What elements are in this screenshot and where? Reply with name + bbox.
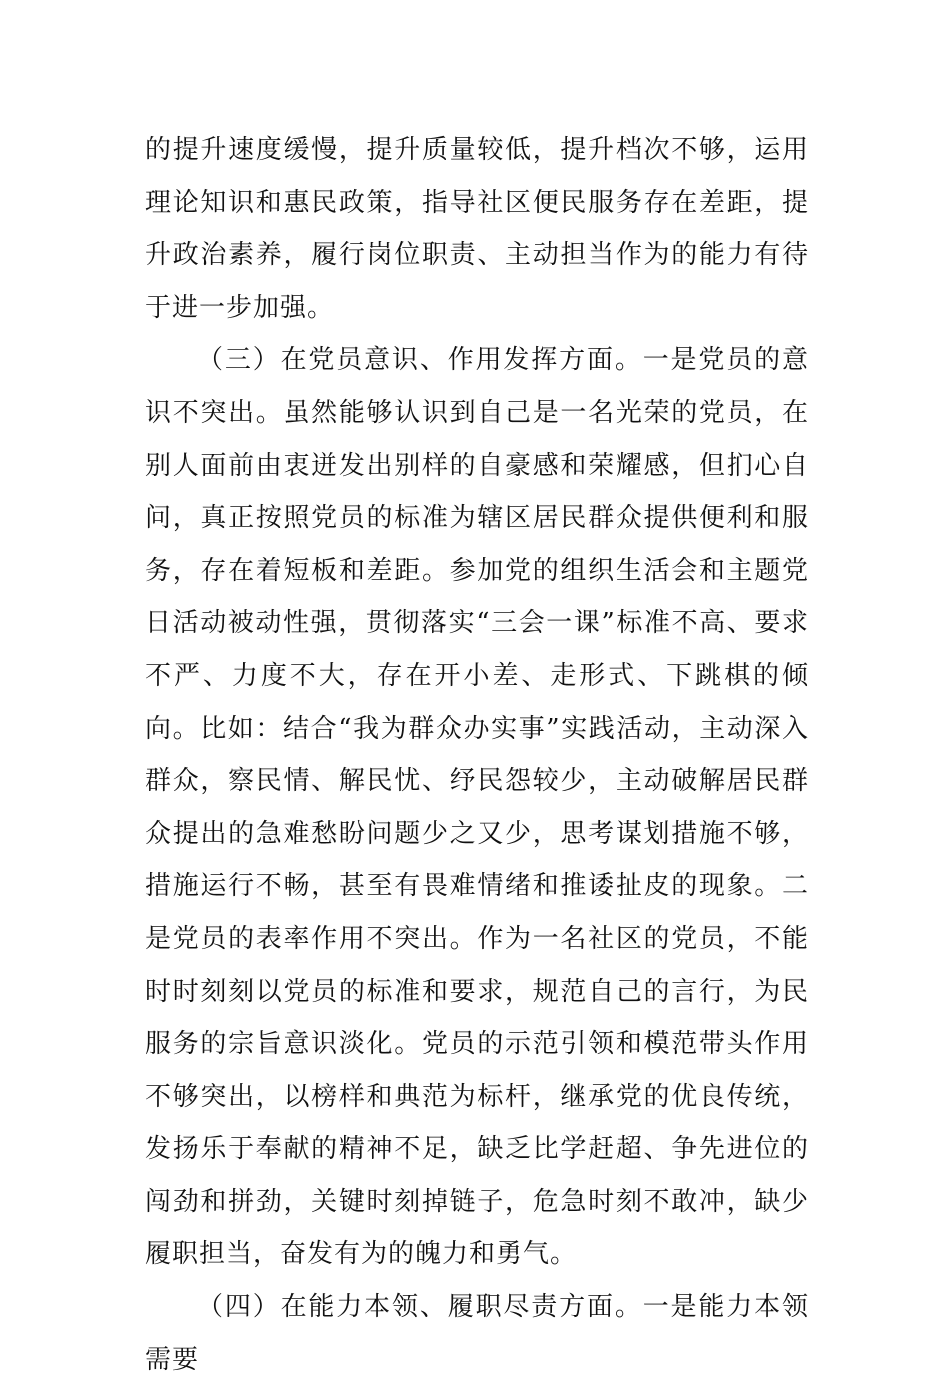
paragraph-section-four: （四）在能力本领、履职尽责方面。一是能力本领需要 — [145, 1292, 809, 1375]
paragraph-section-three: （三）在党员意识、作用发挥方面。一是党员的意识不突出。虽然能够认识到自己是一名光荣的党员，在别人面前由衷迸发出别样的自豪感和荣耀感，但扪心自问，真正按照党员的标准为辖区居民群众提供便利和服务，存在着短板和差距。参加党的组织生活会和主题党日活动被动性强，贯彻落实“三会一课”标准不高、要求不严、力度不大，存在开小差、走形式、下跳棋的倾向。比如：结合“我为群众办实事”实践活动，主动深入群众，察民情、解民忧、纾民怨较少，主动破解居民群众提出的急难愁盼问题少之又少，思考谋划措施不够，措施运行不畅，甚至有畏难情绪和推诿扯皮的现象。二是党员的表率作用不突出。作为一名社区的党员，不能时时刻刻以党员的标准和要求，规范自己的言行，为民服务的宗旨意识淡化。党员的示范引领和模范带头作用不够突出，以榜样和典范为标杆，继承党的优良传统，发扬乐于奉献的精神不足，缺乏比学赶超、争先进位的闯劲和拼劲，关键时刻掉链子，危急时刻不敢冲，缺少履职担当，奋发有为的魄力和勇气。 — [145, 345, 809, 1270]
document-body — [145, 124, 809, 1386]
paragraph-continuation: 的提升速度缓慢，提升质量较低，提升档次不够，运用理论知识和惠民政策，指导社区便民服务存在差距，提升政治素养，履行岗位职责、主动担当作为的能力有待于进一步加强。 — [145, 135, 809, 323]
